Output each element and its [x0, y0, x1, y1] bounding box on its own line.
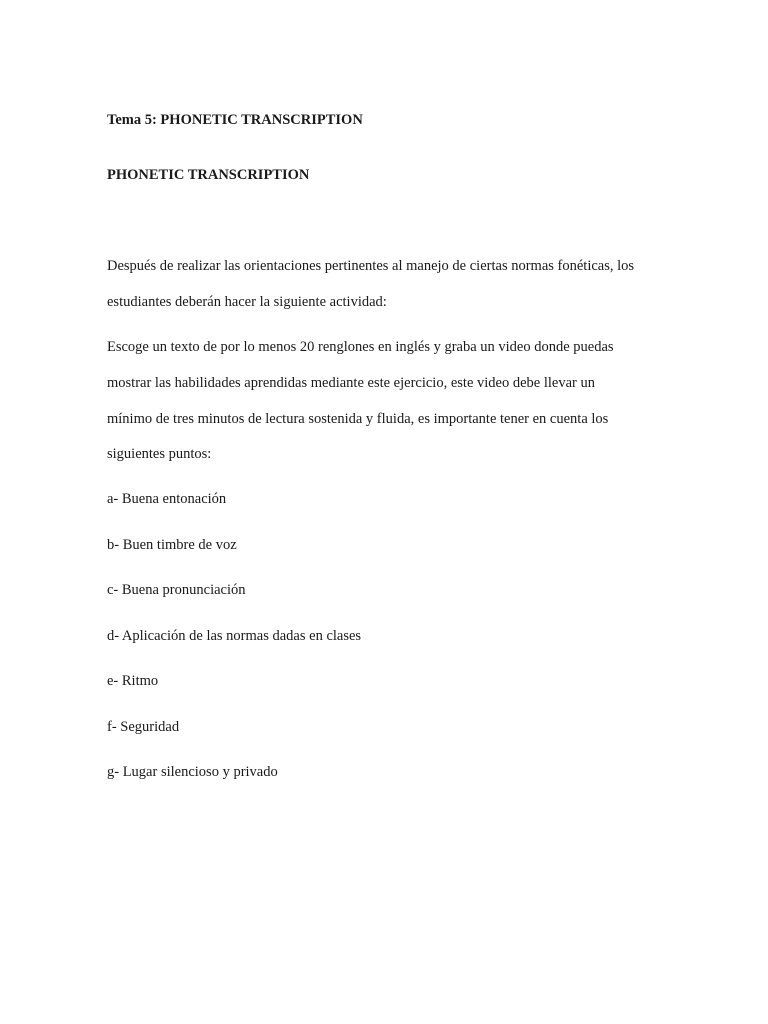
intro-line: Después de realizar las orientaciones pertinentes al manejo de ciertas normas fonéticas, los — [107, 258, 635, 274]
document-title: Tema 5: PHONETIC TRANSCRIPTION — [107, 112, 363, 128]
intro-line: estudiantes deberán hacer la siguiente actividad: — [107, 294, 387, 310]
list-item: f- Seguridad — [107, 719, 180, 735]
instruction-line: mínimo de tres minutos de lectura sostenida y fluida, es importante tener en cuenta los — [107, 411, 609, 427]
instruction-line: mostrar las habilidades aprendidas mediante este ejercicio, este video debe llevar un — [107, 375, 595, 391]
list-item: a- Buena entonación — [107, 491, 227, 507]
section-heading: PHONETIC TRANSCRIPTION — [107, 167, 310, 183]
list-item: g- Lugar silencioso y privado — [107, 764, 278, 780]
list-item: d- Aplicación de las normas dadas en clases — [107, 628, 362, 644]
list-item: b- Buen timbre de voz — [107, 537, 237, 553]
instruction-line: siguientes puntos: — [107, 446, 212, 462]
list-item: c- Buena pronunciación — [107, 582, 246, 598]
instruction-line: Escoge un texto de por lo menos 20 renglones en inglés y graba un video donde puedas — [107, 339, 614, 355]
list-item: e- Ritmo — [107, 673, 159, 689]
